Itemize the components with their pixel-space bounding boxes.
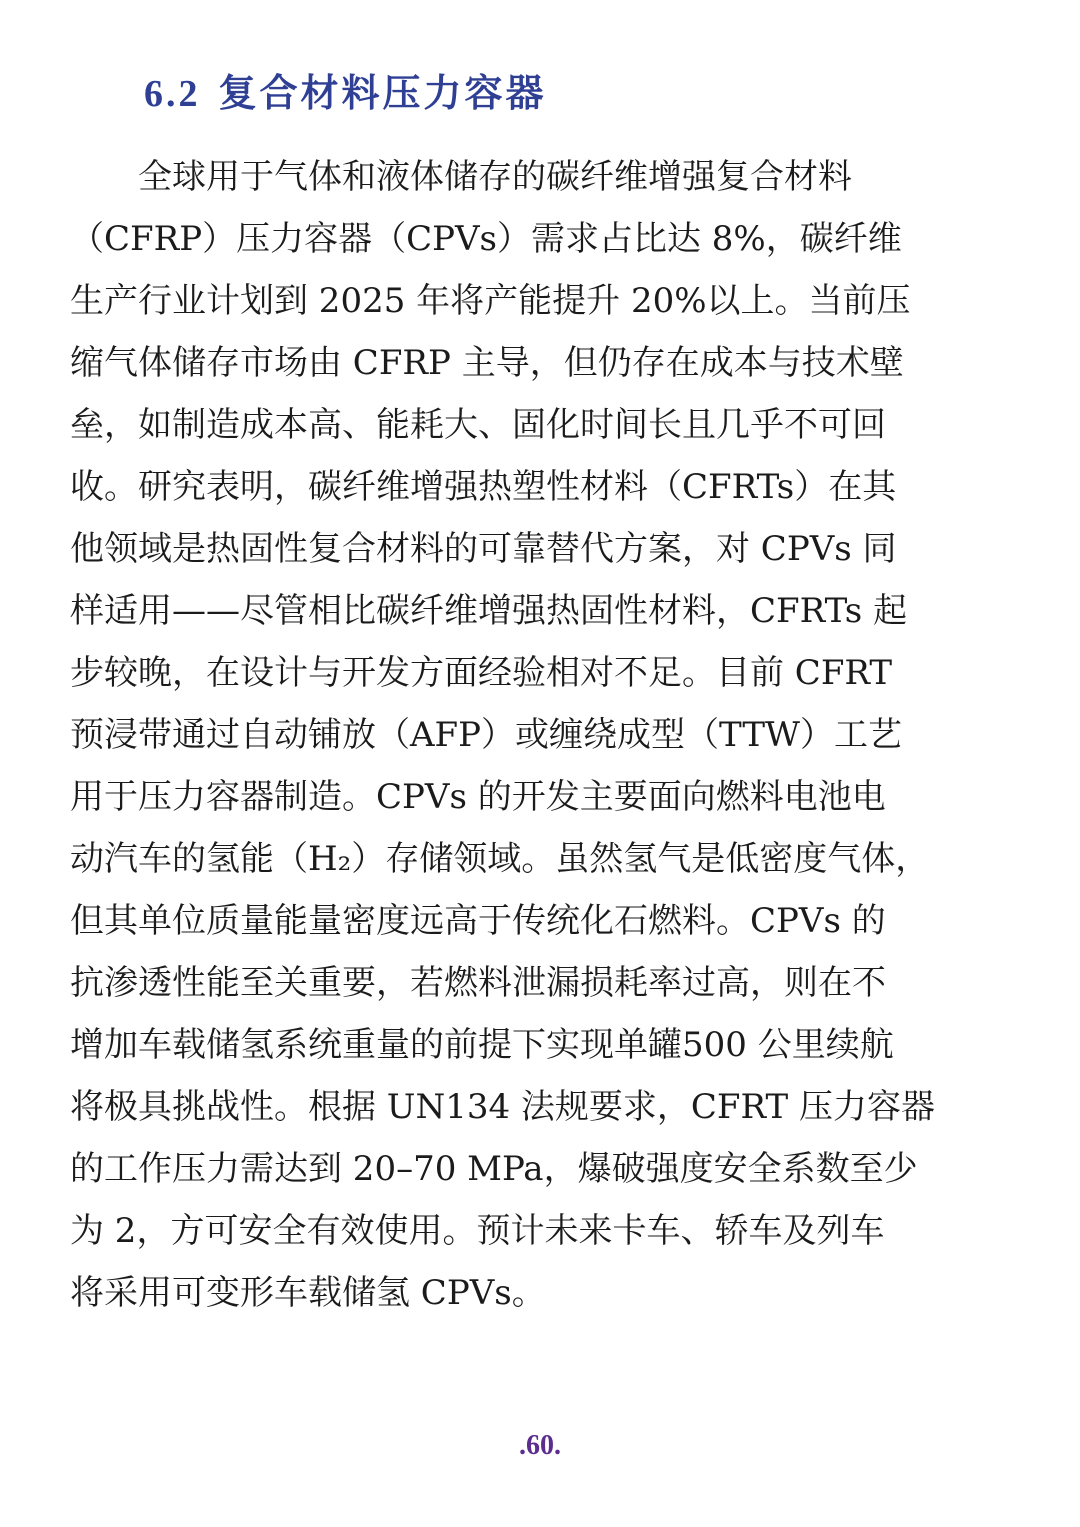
section-heading	[144, 66, 547, 122]
section-title: 复合材料压力容器	[218, 73, 547, 115]
section-number: 6.2	[144, 73, 201, 115]
body-paragraph: 全球用于气体和液体储存的碳纤维增强复合材料 （CFRP）压力容器（CPVs）需求占比达 8%，碳纤维 生产行业计划到 2025 年将产能提升 20%以上。当前压 缩气体储存市场由 CFRP 主导，但仍存在成本与技术壁 垒，如制造成本高、能耗大、固化时间长且几乎不可回 收。研究表明，碳纤维增强热塑性材料（CFRTs）在其 他领域是热固性复合材料的可靠替代方案，对 CPVs 同 样适用——尽管相比碳纤维增强热固性材料，CFRTs 起 步较晚，在设计与开发方面经验相对不足。目前 CFRT 预浸带通过自动铺放（AFP）或缠绕成型（TTW）工艺 用于压力容器制造。CPVs 的开发主要面向燃料电池电 动汽车的氢能（H₂）存储领域。虽然氢气是低密度气体， 但其单位质量能量密度远高于传统化石燃料。CPVs 的 抗渗透性能至关重要，若燃料泄漏损耗率过高，则在不 增加车载储氢系统重量的前提下实现单罐500 公里续航 将极具挑战性。根据 UN134 法规要求，CFRT 压力容器 的工作压力需达到 20–70 MPa，爆破强度安全系数至少 为 2，方可安全有效使用。预计未来卡车、轿车及列车 将采用可变形车载储氢 CPVs。	[70, 157, 936, 1313]
page-number: .60.	[519, 1430, 561, 1461]
